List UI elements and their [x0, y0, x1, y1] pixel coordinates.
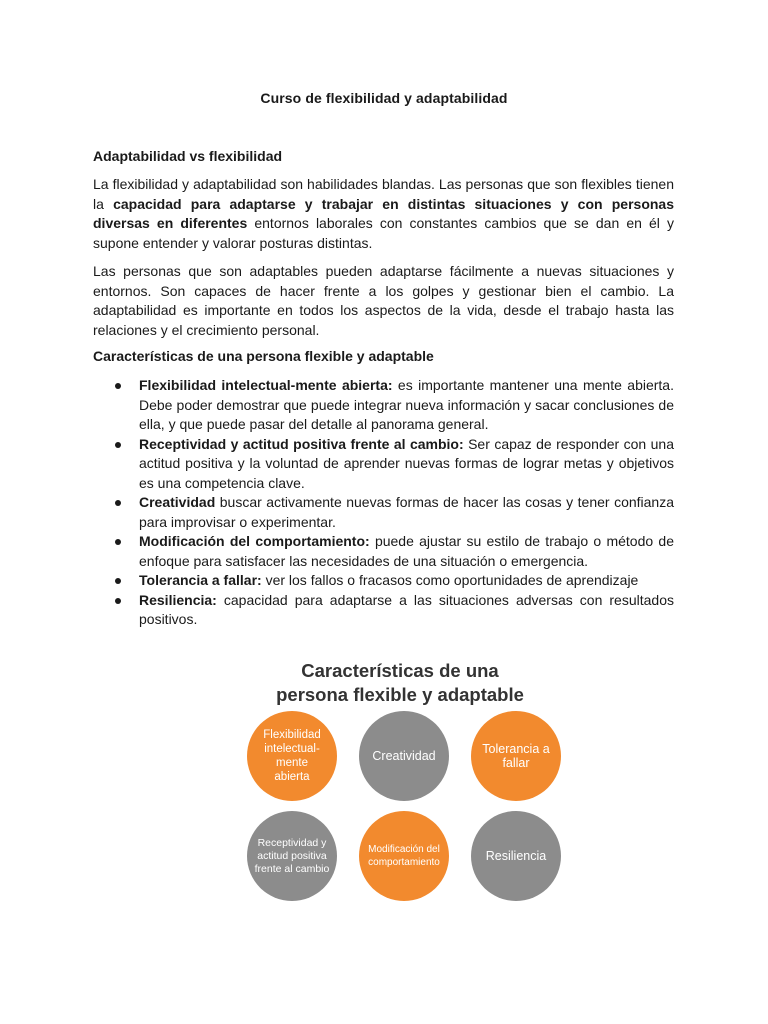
bullet-dot-icon [115, 598, 121, 604]
list-item [93, 591, 674, 630]
list-item-text: ver los fallos o fracasos como oportunidades de aprendizaje [261, 572, 639, 588]
graphic-title-line1: Características de una [301, 660, 499, 681]
paragraph-flexibilidad [93, 175, 674, 253]
circle-label: Resiliencia [485, 849, 547, 863]
section-heading-caracteristicas: Características de una persona flexible y adaptable [93, 348, 434, 364]
bullet-dot-icon [115, 539, 121, 545]
characteristics-list [93, 376, 674, 630]
circle-flexibilidad [247, 711, 337, 801]
list-item-text: buscar activamente nuevas formas de hacer las cosas y tener confianza para improvisar o experimentar. [139, 494, 674, 530]
bullet-dot-icon [115, 500, 121, 506]
list-item-text: puede ajustar su estilo de trabajo o método de enfoque para satisfacer las necesidades de una situación o emergencia. [139, 533, 674, 569]
paragraph-flexibilidad-text-end: entornos laborales con constantes cambios que se dan en él y supone entender y valorar posturas distintas. [93, 215, 674, 251]
document-title: Curso de flexibilidad y adaptabilidad [260, 90, 508, 106]
circle-tolerancia [471, 711, 561, 801]
list-item-term: Resiliencia: [139, 591, 217, 608]
list-item [93, 376, 674, 435]
list-item [93, 435, 674, 494]
circle-modificacion [359, 811, 449, 901]
bullet-dot-icon [115, 578, 121, 584]
paragraph-adaptables: Las personas que son adaptables pueden adaptarse fácilmente a nuevas situaciones y entornos. Son capaces de hacer frente a los golpes y gestionar bien el cambio. La adaptabilidad es importante en todos los aspectos de la vida, desde el trabajo hasta las relaciones y el crecimiento personal. [93, 263, 674, 338]
circle-label: Flexibilidad intelectual-mente abierta [263, 729, 321, 783]
list-item-term: Tolerancia a fallar: [139, 572, 262, 588]
paragraph-flexibilidad-bold: capacidad para adaptarse y trabajar en distintas situaciones y con personas diversas en diferentes [93, 195, 674, 231]
circle-label: Modificación del comportamiento [368, 844, 440, 868]
circle-label: Receptividad y actitud positiva frente al cambio [254, 836, 330, 875]
list-item [93, 571, 674, 591]
circle-label: Tolerancia a fallar [482, 742, 550, 770]
list-item [93, 532, 674, 571]
list-item [93, 493, 674, 532]
list-item-term: Flexibilidad intelectual-mente abierta: [139, 377, 393, 393]
circle-creatividad [359, 711, 449, 801]
circle-resiliencia [471, 811, 561, 901]
list-item-term: Modificación del comportamiento: [139, 533, 370, 549]
list-item-text: capacidad para adaptarse a las situaciones adversas con resultados positivos. [139, 591, 674, 627]
circle-receptividad [247, 811, 337, 901]
list-item-text: Ser capaz de responder con una actitud positiva y la voluntad de aprender nuevas formas de lograr metas y objetivos es una competencia clave. [139, 435, 674, 491]
section-heading-adaptabilidad: Adaptabilidad vs flexibilidad [93, 148, 283, 164]
bullet-dot-icon [115, 383, 121, 389]
bullet-dot-icon [115, 442, 121, 448]
list-item-term: Receptividad y actitud positiva frente al cambio: [139, 435, 464, 452]
circle-label: Creatividad [372, 749, 436, 763]
list-item-text: es importante mantener una mente abierta. Debe poder demostrar que puede integrar nueva información y sacar conclusiones de ella, y que puede pasar del detalle al panorama general. [139, 377, 674, 432]
list-item-term: Creatividad [139, 494, 216, 510]
graphic-title [0, 659, 768, 707]
graphic-title-line2: persona flexible y adaptable [276, 684, 524, 705]
paragraph-flexibilidad-text: La flexibilidad y adaptabilidad son habilidades blandas. Las personas que son flexibles tienen la [93, 176, 674, 212]
